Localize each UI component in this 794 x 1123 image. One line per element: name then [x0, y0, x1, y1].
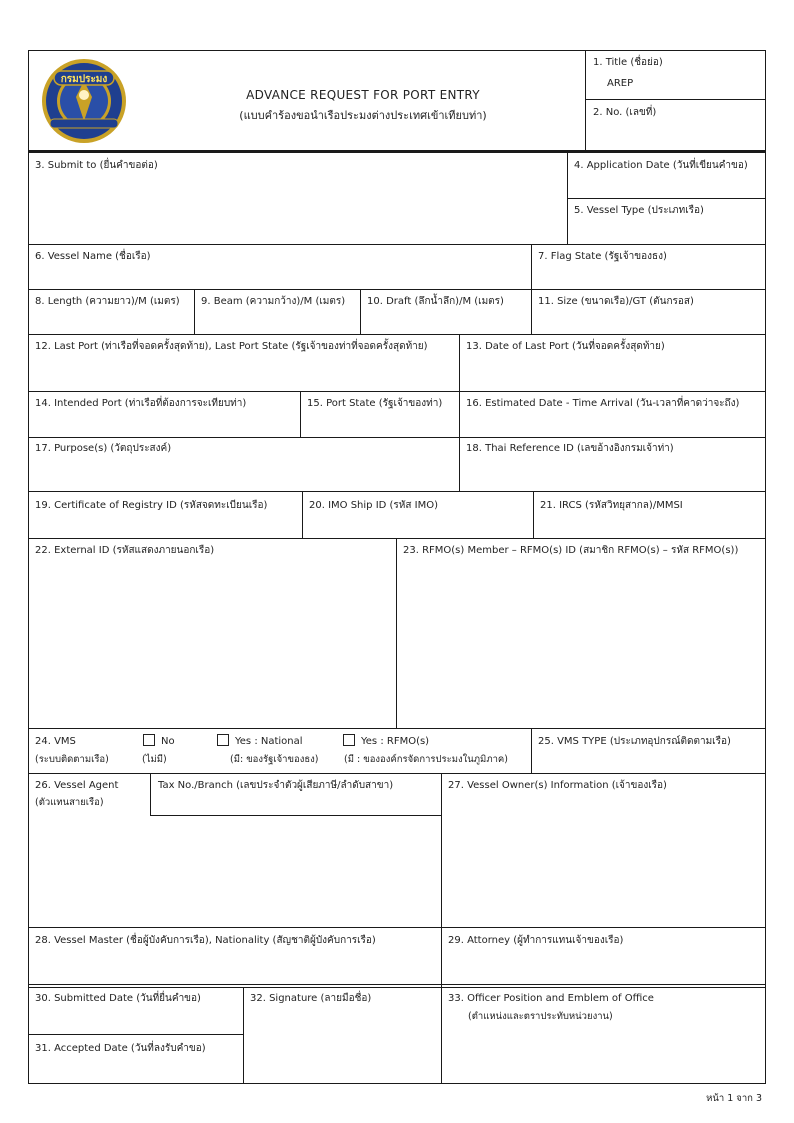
row-rule — [28, 289, 766, 290]
field-13-date-last-port[interactable]: 13. Date of Last Port (วันที่จอดครั้งสุดท้าย) — [466, 341, 665, 352]
page-number: หน้า 1 จาก 3 — [706, 1093, 762, 1104]
field-26-vessel-agent[interactable]: 26. Vessel Agent — [35, 780, 119, 791]
row-rule — [28, 391, 766, 392]
vms-no-label: No — [161, 736, 175, 747]
field-3-submit-to[interactable]: 3. Submit to (ยื่นคำขอต่อ) — [35, 160, 158, 171]
form-subtitle: (แบบคำร้องขอนำเรือประมงต่างประเทศเข้าเทียบท่า) — [239, 109, 487, 122]
vms-no-checkbox[interactable] — [143, 734, 155, 746]
field-17-purpose[interactable]: 17. Purpose(s) (วัตถุประสงค์) — [35, 443, 172, 454]
row-rule — [28, 728, 766, 729]
row-rule — [28, 773, 766, 774]
row-rule — [28, 987, 766, 988]
vms-national-label: Yes : National — [235, 736, 303, 747]
field-9-beam[interactable]: 9. Beam (ความกว้าง)/M (เมตร) — [201, 296, 346, 307]
field-1-value: AREP — [607, 78, 634, 89]
department-logo — [40, 57, 128, 149]
row-rule — [28, 984, 766, 985]
field-2-label: 2. No. (เลขที่) — [593, 107, 657, 118]
row-rule — [28, 334, 766, 335]
field-27-vessel-owner[interactable]: 27. Vessel Owner(s) Information (เจ้าของเรือ) — [448, 780, 667, 791]
field-4-application-date[interactable]: 4. Application Date (วันที่เขียนคำขอ) — [574, 160, 748, 171]
border-right — [765, 50, 766, 1084]
divider — [360, 289, 361, 334]
divider — [531, 728, 532, 773]
vms-rfmo-sub: (มี : ขององค์กรจัดการประมงในภูมิภาค) — [344, 754, 508, 765]
header-split — [585, 99, 766, 100]
vms-rfmo-label: Yes : RFMO(s) — [361, 736, 430, 747]
row-rule — [28, 538, 766, 539]
field-12-last-port[interactable]: 12. Last Port (ท่าเรือที่จอดครั้งสุดท้าย), Last Port State (รัฐเจ้าของท่าที่จอดครั้งสุดท้าย) — [35, 341, 428, 352]
field-33-officer-position-sub: (ตำแหน่งและตราประทับหน่วยงาน) — [468, 1011, 613, 1022]
field-18-thai-reference[interactable]: 18. Thai Reference ID (เลขอ้างอิงกรมเจ้าท่า) — [466, 443, 674, 454]
border-left — [28, 50, 29, 1084]
field-1-label: 1. Title (ชื่อย่อ) — [593, 57, 663, 68]
field-31-accepted-date[interactable]: 31. Accepted Date (วันที่ลงรับคำขอ) — [35, 1043, 206, 1054]
port-entry-form — [28, 50, 766, 1084]
vms-rfmo-checkbox[interactable] — [343, 734, 355, 746]
divider — [441, 773, 442, 987]
field-10-draft[interactable]: 10. Draft (ลึกน้ำลึก)/M (เมตร) — [367, 296, 504, 307]
header-bottom-rule — [28, 150, 766, 153]
field-20-imo-id[interactable]: 20. IMO Ship ID (รหัส IMO) — [309, 500, 439, 511]
field-24-vms-sub: (ระบบติดตามเรือ) — [35, 754, 109, 765]
field-16-eta[interactable]: 16. Estimated Date - Time Arrival (วัน-เวลาที่คาดว่าจะถึง) — [466, 398, 740, 409]
field-28-vessel-master[interactable]: 28. Vessel Master (ชื่อผู้บังคับการเรือ), Nationality (สัญชาติผู้บังคับการเรือ) — [35, 935, 376, 946]
vms-national-checkbox[interactable] — [217, 734, 229, 746]
field-15-port-state[interactable]: 15. Port State (รัฐเจ้าของท่า) — [307, 398, 443, 409]
divider — [28, 1034, 243, 1035]
row-rule — [28, 927, 766, 928]
divider — [150, 773, 151, 815]
field-14-intended-port[interactable]: 14. Intended Port (ท่าเรือที่ต้องการจะเทียบท่า) — [35, 398, 247, 409]
row-rule — [28, 437, 766, 438]
divider — [300, 391, 301, 437]
field-8-length[interactable]: 8. Length (ความยาว)/M (เมตร) — [35, 296, 180, 307]
field-5-vessel-type[interactable]: 5. Vessel Type (ประเภทเรือ) — [574, 205, 704, 216]
divider — [243, 987, 244, 1084]
field-11-size[interactable]: 11. Size (ขนาดเรือ)/GT (ตันกรอส) — [538, 296, 694, 307]
divider — [567, 198, 766, 199]
field-26-vessel-agent-sub: (ตัวแทนสายเรือ) — [35, 797, 104, 808]
field-22-external-id[interactable]: 22. External ID (รหัสแสดงภายนอกเรือ) — [35, 545, 215, 556]
border-bottom — [28, 1083, 766, 1084]
field-29-attorney[interactable]: 29. Attorney (ผู้ทำการแทนเจ้าของเรือ) — [448, 935, 624, 946]
divider — [533, 491, 534, 538]
divider — [194, 289, 195, 334]
field-19-registry-id[interactable]: 19. Certificate of Registry ID (รหัสจดทะเบียนเรือ) — [35, 500, 268, 511]
field-32-signature[interactable]: 32. Signature (ลายมือชื่อ) — [250, 993, 372, 1004]
field-23-rfmo-member[interactable]: 23. RFMO(s) Member – RFMO(s) ID (สมาชิก RFMO(s) – รหัส RFMO(s)) — [403, 545, 739, 556]
field-30-submitted-date[interactable]: 30. Submitted Date (วันที่ยื่นคำขอ) — [35, 993, 201, 1004]
field-6-vessel-name[interactable]: 6. Vessel Name (ชื่อเรือ) — [35, 251, 151, 262]
field-24-vms: 24. VMS — [35, 736, 76, 747]
form-title: ADVANCE REQUEST FOR PORT ENTRY — [246, 88, 480, 102]
divider — [150, 815, 441, 816]
svg-text:กรมประมง: กรมประมง — [60, 74, 108, 85]
vms-national-sub: (มี: ของรัฐเจ้าของธง) — [230, 754, 319, 765]
field-7-flag-state[interactable]: 7. Flag State (รัฐเจ้าของธง) — [538, 251, 667, 262]
tax-no-branch[interactable]: Tax No./Branch (เลขประจำตัวผู้เสียภาษี/ลำดับสาขา) — [158, 780, 394, 791]
row-rule — [28, 491, 766, 492]
row-rule — [28, 244, 766, 245]
divider — [441, 987, 442, 1084]
header-divider — [585, 50, 586, 150]
divider — [396, 538, 397, 728]
field-21-ircs[interactable]: 21. IRCS (รหัสวิทยุสากล)/MMSI — [540, 500, 683, 511]
border-top — [28, 50, 766, 51]
divider — [302, 491, 303, 538]
field-33-officer-position[interactable]: 33. Officer Position and Emblem of Office — [448, 993, 654, 1004]
vms-no-sub: (ไม่มี) — [142, 754, 167, 765]
divider — [459, 334, 460, 491]
field-25-vms-type[interactable]: 25. VMS TYPE (ประเภทอุปกรณ์ติดตามเรือ) — [538, 736, 731, 747]
